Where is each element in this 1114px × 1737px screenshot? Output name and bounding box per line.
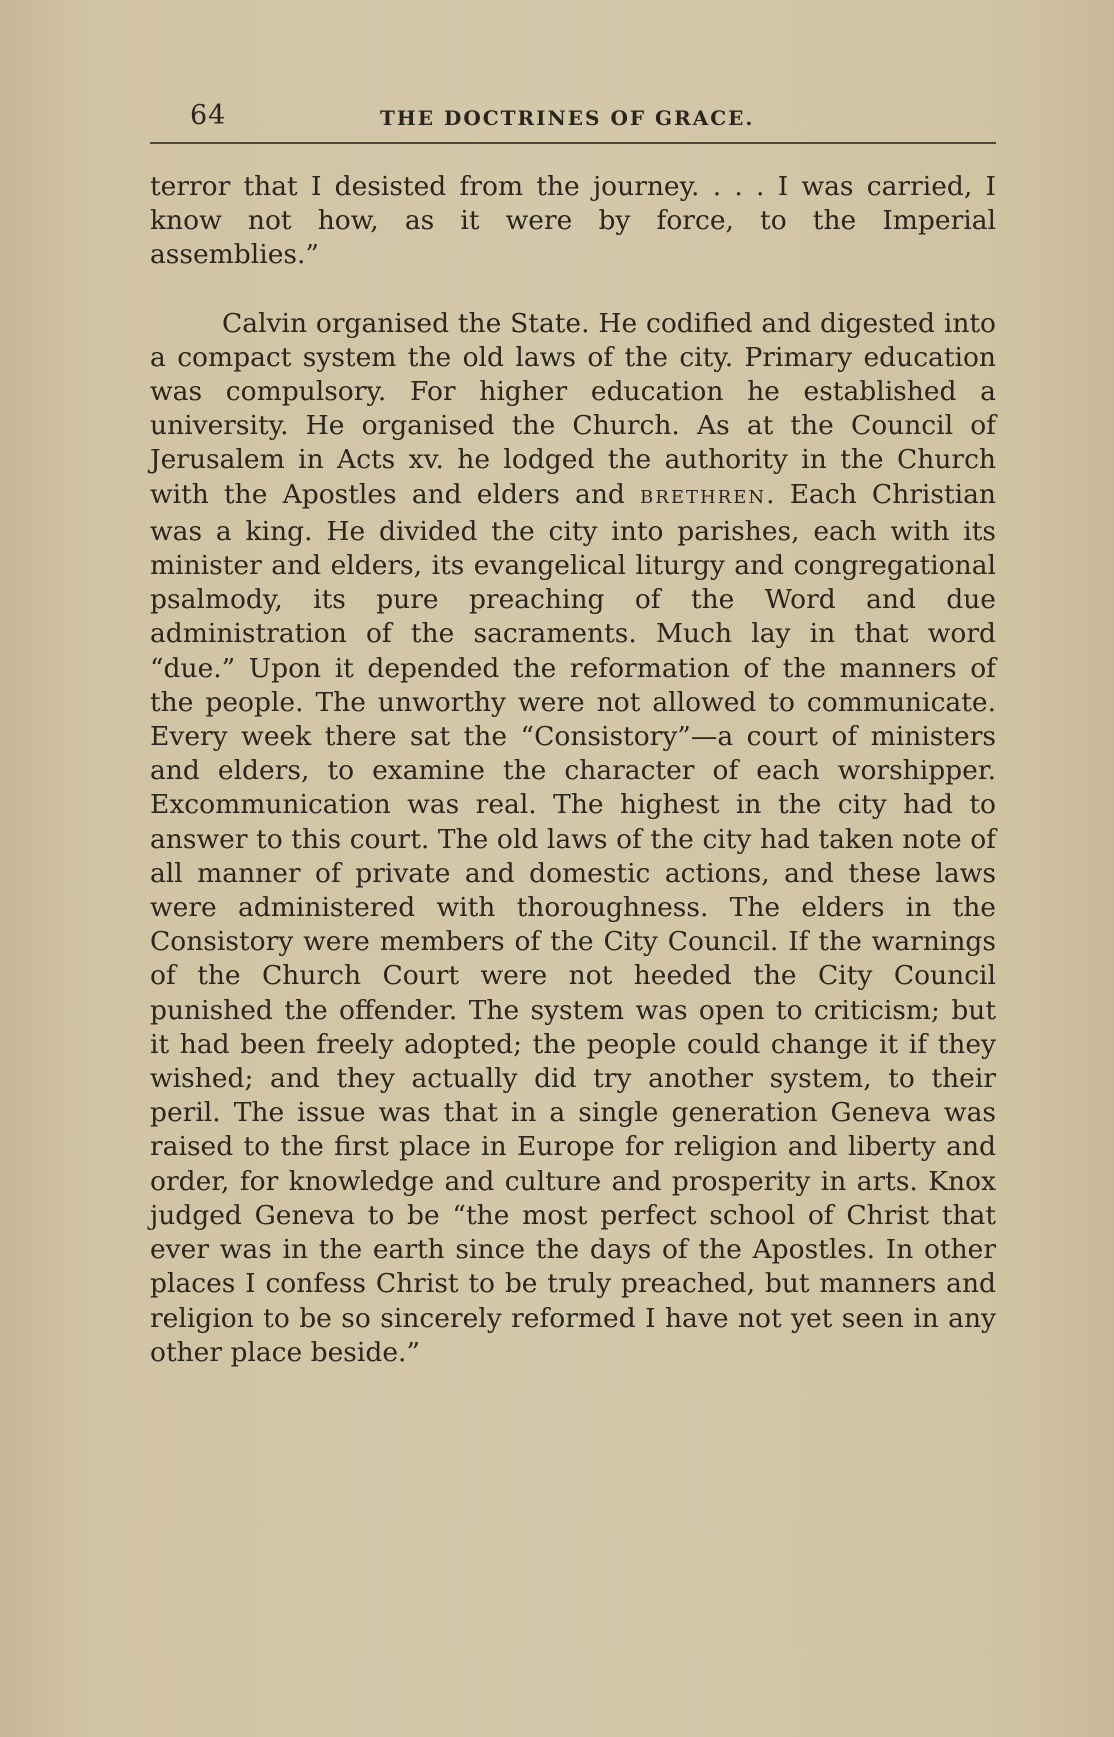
running-title: THE DOCTRINES OF GRACE. bbox=[380, 106, 755, 130]
body-text bbox=[150, 170, 996, 1370]
paragraph-continued: terror that I desisted from the journey. . . . I was carried, I know not how, as it were by force, to the Imperial assemblies.” bbox=[150, 171, 996, 271]
header-rule bbox=[150, 142, 996, 144]
paragraph-calvin-text-1: Calvin organised the State. He codified and digested into a compact system the old laws of the city. Primary education was compulsory. For higher education he established a university. He organised the Church. As at the Council of Jerusalem in Acts xv. he lodged the authority in the Church with the Apostles and elders and bbox=[150, 307, 996, 510]
paragraph-calvin bbox=[150, 307, 996, 1370]
page-number: 64 bbox=[190, 100, 227, 131]
running-head bbox=[150, 96, 996, 136]
small-caps-word: BRETHREN bbox=[640, 486, 767, 508]
paragraph-calvin-text-2: . Each Christian was a king. He divided the city into parishes, each with its minister and elders, its evangelical liturgy and congregational psalmody, its pure preaching of the Word and due administration of the sacraments. Much lay in that word “due.” Upon it depended the reformation of the manners of the people. The unworthy were not allowed to communicate. Every week there sat the “Consistory”—a court of ministers and elders, to examine the character of each worshipper. Excommunication was real. The highest in the city had to answer to this court. The old laws of the city had taken note of all manner of private and domestic actions, and these laws were administered with thoroughness. The elders in the Consistory were members of the City Council. If the warnings of the Church Court were not heeded the City Council punished the offender. The system was open to criticism; but it had been freely adopted; the people could change it if they wished; and they actually did try another system, to their peril. The issue was that in a single generation Geneva was raised to the first place in Europe for religion and liberty and order, for knowledge and culture and prosperity in arts. Knox judged Geneva to be “the most perfect school of Christ that ever was in the earth since the days of the Apostles. In other places I confess Christ to be truly preached, but manners and religion to be so sincerely reformed I have not yet seen in any other place beside.” bbox=[150, 478, 997, 1368]
